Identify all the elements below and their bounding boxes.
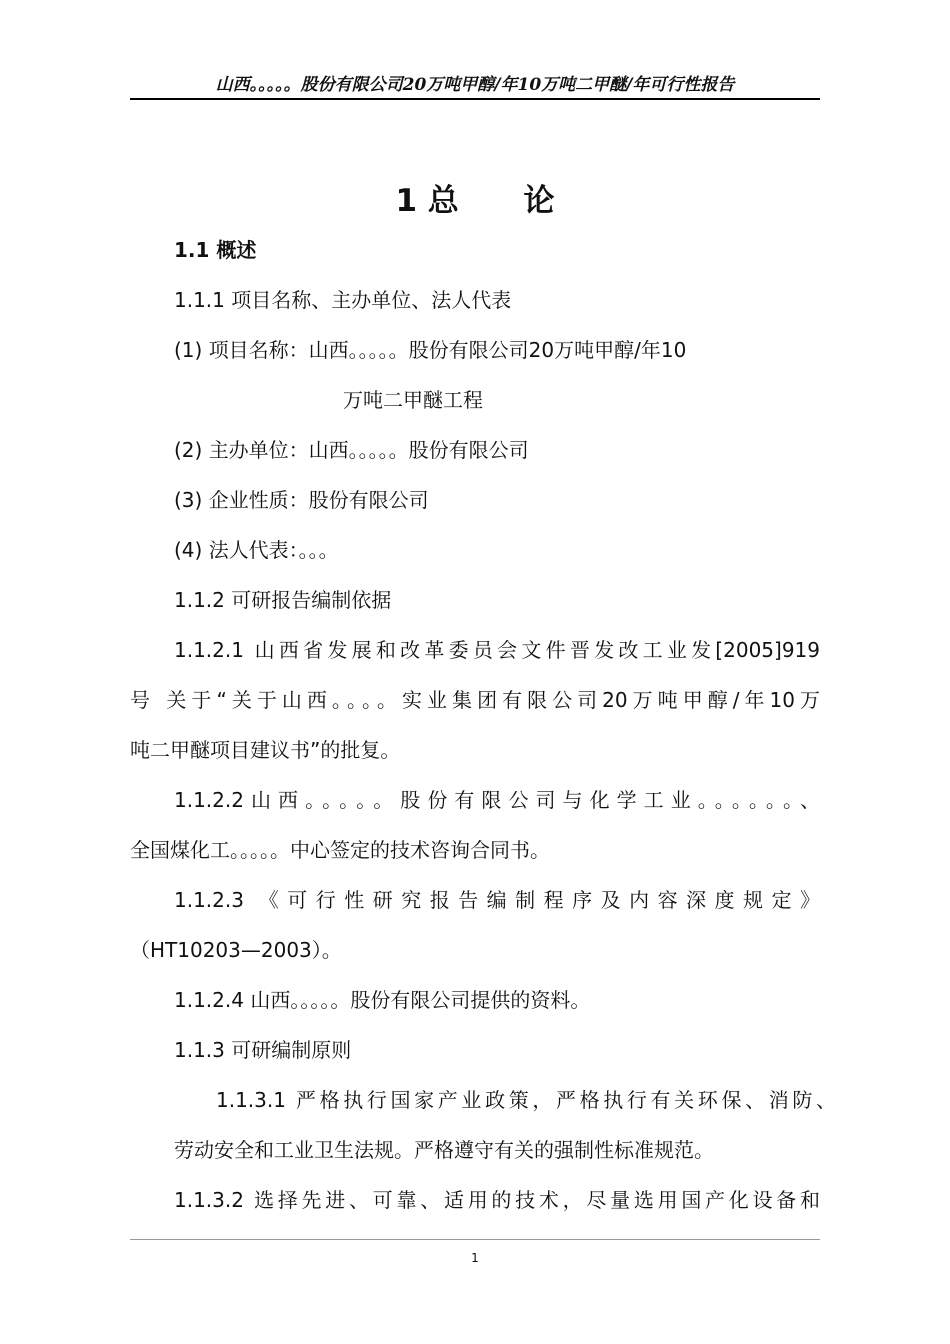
- paragraph-basis-4: 1.1.2.4 山西。。。。。股份有限公司提供的资料。: [174, 988, 591, 1012]
- paragraph-principle-1-end: 劳动安全和工业卫生法规。严格遵守有关的强制性标准规范。: [174, 1138, 714, 1162]
- paragraph-basis-2: 1.1.2.2山西。。。。。股份有限公司与化学工业。。。。。。、: [174, 788, 820, 812]
- list-item-legal-rep: (4) 法人代表：。。。: [174, 538, 339, 562]
- list-item-project-name: (1) 项目名称：山西。。。。。股份有限公司20万吨甲醇/年10: [174, 338, 687, 362]
- paragraph-basis-3-end: （HT10203—2003）。: [130, 938, 342, 962]
- chapter-title: 1 总 论: [395, 183, 555, 219]
- paragraph-basis-1-end: 吨二甲醚项目建议书”的批复。: [130, 738, 401, 762]
- list-item-project-name-cont: 万吨二甲醚工程: [343, 388, 483, 412]
- paragraph-basis-1-cont: 号 关于“关于山西。。。。实业集团有限公司20万吨甲醇/年10万: [130, 688, 820, 712]
- page-number: 1: [471, 1251, 479, 1265]
- list-item-sponsor: (2) 主办单位：山西。。。。。股份有限公司: [174, 438, 529, 462]
- subsection-heading-basis: 1.1.2 可研报告编制依据: [174, 588, 392, 612]
- paragraph-principle-2: 1.1.3.2 选择先进、可靠、适用的技术，尽量选用国产化设备和: [174, 1188, 820, 1212]
- paragraph-basis-2-end: 全国煤化工。。。。。中心签定的技术咨询合同书。: [130, 838, 550, 862]
- subsection-heading-project-info: 1.1.1 项目名称、主办单位、法人代表: [174, 288, 512, 312]
- paragraph-basis-3: 1.1.2.3 《可行性研究报告编制程序及内容深度规定》: [174, 888, 820, 912]
- section-heading-overview: 1.1 概述: [174, 238, 257, 262]
- list-item-enterprise-type: (3) 企业性质：股份有限公司: [174, 488, 429, 512]
- subsection-heading-principles: 1.1.3 可研编制原则: [174, 1038, 352, 1062]
- footer-rule: [130, 1239, 820, 1240]
- paragraph-principle-1: 1.1.3.1 严格执行国家产业政策，严格执行有关环保、消防、: [216, 1088, 836, 1112]
- running-header: 山西。。。。。股份有限公司20万吨甲醇/年10万吨二甲醚/年可行性报告: [130, 72, 820, 100]
- paragraph-basis-1: 1.1.2.1 山西省发展和改革委员会文件晋发改工业发[2005]919: [174, 638, 820, 662]
